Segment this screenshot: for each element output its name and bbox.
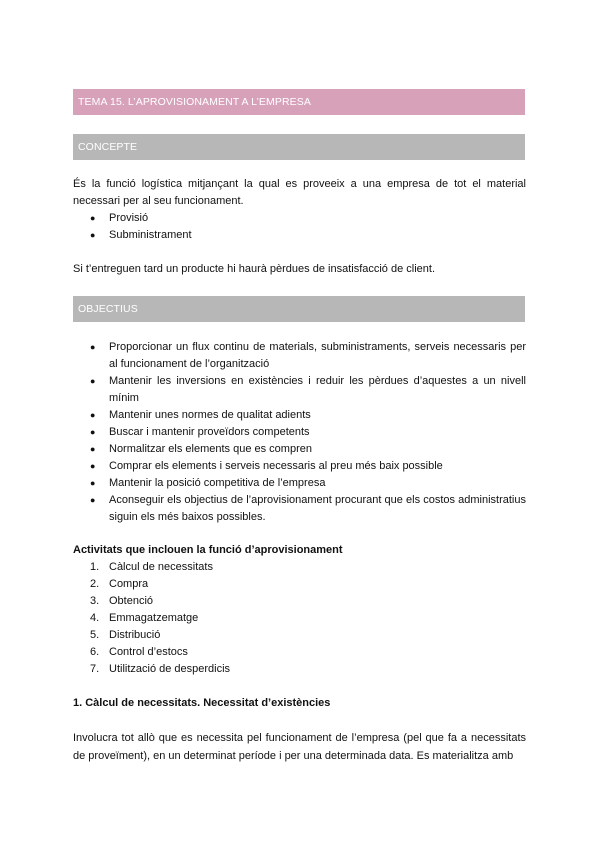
item-text: Obtenció xyxy=(109,595,154,607)
item-number: 7. xyxy=(90,663,100,675)
bullet-icon: ● xyxy=(90,410,96,420)
item-text: Utilització de desperdicis xyxy=(109,663,231,675)
list-item-text: Aconseguir els objectius de l’aprovisionament procurant que els costos administratius siguin els més baixos possibles. xyxy=(109,494,526,523)
list-item-text: Comprar els elements i serveis necessaris al preu més baix possible xyxy=(109,460,443,472)
activitats-list xyxy=(73,559,526,678)
item-text: Distribució xyxy=(109,629,161,641)
bullet-icon: ● xyxy=(90,376,96,386)
objectius-list xyxy=(73,339,526,526)
list-item xyxy=(73,441,526,458)
item-text: Control d’estocs xyxy=(109,646,188,658)
list-item xyxy=(73,339,526,373)
item-number: 3. xyxy=(90,595,100,607)
concepte-list xyxy=(73,210,526,244)
list-item-text: Mantenir les inversions en existències i reduir les pèrdues d’aquestes a un nivell mínim xyxy=(109,375,526,404)
list-item xyxy=(73,475,526,492)
list-item xyxy=(73,373,526,407)
bullet-icon: ● xyxy=(90,427,96,437)
list-item xyxy=(73,210,526,227)
list-item-text: Normalitzar els elements que es compren xyxy=(109,443,312,455)
list-item-text: Subministrament xyxy=(109,229,192,241)
numbered-item xyxy=(73,644,526,661)
bullet-icon: ● xyxy=(90,230,96,240)
section-heading-objectius-label: OBJECTIUS xyxy=(78,303,138,315)
item-number: 6. xyxy=(90,646,100,658)
list-item-text: Mantenir la posició competitiva de l’empresa xyxy=(109,477,326,489)
section1-text: Involucra tot allò que es necessita pel funcionament de l’empresa (pel que fa a necessitats de proveïment), en un determinat període i per una determinada data. Es materialitza amb xyxy=(73,732,526,762)
item-text: Emmagatzematge xyxy=(109,612,199,624)
list-item-text: Provisió xyxy=(109,212,149,224)
bullet-icon: ● xyxy=(90,495,96,505)
list-item xyxy=(73,492,526,526)
document-title-bar xyxy=(73,89,525,115)
section-heading-objectius xyxy=(73,296,525,322)
bullet-icon: ● xyxy=(90,478,96,488)
item-number: 5. xyxy=(90,629,100,641)
item-text: Compra xyxy=(109,578,149,590)
item-number: 1. xyxy=(90,561,100,573)
section-heading-concepte-label: CONCEPTE xyxy=(78,141,138,153)
numbered-item xyxy=(73,576,526,593)
concepte-definition: És la funció logística mitjançant la qual es proveeix a una empresa de tot el material necessari per al seu funcionament. xyxy=(73,178,526,207)
list-item xyxy=(73,407,526,424)
document-title: TEMA 15. L’APROVISIONAMENT A L’EMPRESA xyxy=(78,96,311,108)
list-item-text: Buscar i mantenir proveïdors competents xyxy=(109,426,310,438)
bullet-icon: ● xyxy=(90,461,96,471)
section1-heading: 1. Càlcul de necessitats. Necessitat d’existències xyxy=(73,697,331,709)
list-item-text: Mantenir unes normes de qualitat adients xyxy=(109,409,311,421)
list-item xyxy=(73,424,526,441)
numbered-item xyxy=(73,593,526,610)
numbered-item xyxy=(73,559,526,576)
list-item xyxy=(73,458,526,475)
bullet-icon: ● xyxy=(90,342,96,352)
list-item-text: Proporcionar un flux continu de materials, subministraments, serveis necessaris per al funcionament de l’organització xyxy=(109,341,526,370)
numbered-item xyxy=(73,661,526,678)
bullet-icon: ● xyxy=(90,444,96,454)
item-text: Càlcul de necessitats xyxy=(109,561,213,573)
concepte-note: Si t’entreguen tard un producte hi haurà pèrdues de insatisfacció de client. xyxy=(73,263,436,275)
item-number: 2. xyxy=(90,578,100,590)
numbered-item xyxy=(73,610,526,627)
item-number: 4. xyxy=(90,612,100,624)
numbered-item xyxy=(73,627,526,644)
activitats-heading: Activitats que inclouen la funció d’aprovisionament xyxy=(73,544,343,556)
section-heading-concepte xyxy=(73,134,525,160)
list-item xyxy=(73,227,526,244)
bullet-icon: ● xyxy=(90,213,96,223)
